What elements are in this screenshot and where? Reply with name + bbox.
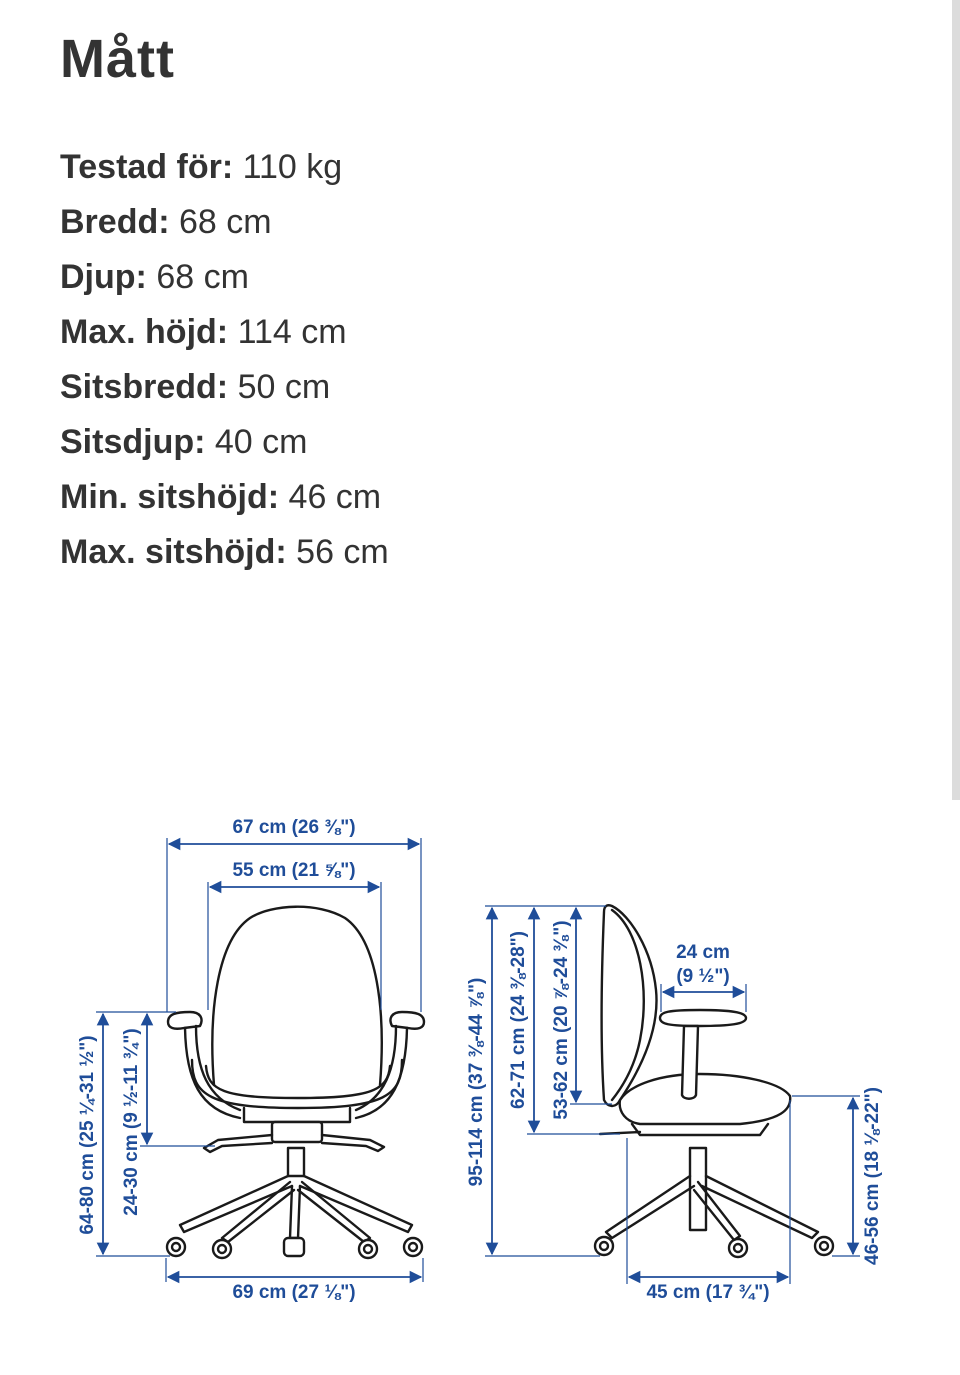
dim-base-width: 69 cm (27 ⅛") bbox=[232, 1282, 356, 1303]
spec-label: Testad för: bbox=[60, 148, 234, 186]
side-armrest bbox=[660, 1010, 746, 1026]
spec-label: Max. höjd: bbox=[60, 313, 229, 351]
dim-seat-to-top: 53-62 cm (20 ⅞-24 ⅜") bbox=[551, 920, 572, 1120]
dim-overall-width: 67 cm (26 ⅜") bbox=[232, 817, 356, 838]
front-chair-drawing bbox=[167, 907, 424, 1258]
dim-total-height: 95-114 cm (37 ⅜-44 ⅞") bbox=[466, 977, 487, 1187]
spec-value: 110 kg bbox=[242, 148, 343, 186]
spec-label: Min. sitshöjd: bbox=[60, 478, 280, 516]
spec-label: Max. sitshöjd: bbox=[60, 533, 287, 571]
spec-value: 50 cm bbox=[237, 368, 331, 406]
spec-label: Sitsbredd: bbox=[60, 368, 229, 406]
dim-armrest-height: 64-80 cm (25 ¼-31 ½") bbox=[77, 1035, 98, 1235]
spec-value: 40 cm bbox=[214, 423, 308, 461]
side-seat bbox=[620, 1074, 791, 1124]
front-dimensions bbox=[77, 817, 423, 1303]
spec-label: Bredd: bbox=[60, 203, 170, 241]
spec-label: Sitsdjup: bbox=[60, 423, 206, 461]
dim-seat-depth: 45 cm (17 ¾") bbox=[646, 1282, 770, 1303]
spec-value: 68 cm bbox=[156, 258, 249, 296]
spec-label: Djup: bbox=[60, 258, 147, 296]
page-title: Mått bbox=[60, 29, 175, 89]
spec-value: 46 cm bbox=[288, 478, 382, 516]
dim-back-width: 55 cm (21 ⅝") bbox=[232, 860, 356, 881]
side-backrest bbox=[602, 905, 657, 1106]
dim-armrest-depth-inch: (9 ½") bbox=[676, 966, 730, 987]
dim-armrest-above-seat: 24-30 cm (9 ½-11 ¾") bbox=[121, 1028, 142, 1216]
dim-seat-height: 46-56 cm (18 ⅛-22") bbox=[862, 1087, 883, 1265]
spec-value: 56 cm bbox=[296, 533, 389, 571]
front-backrest bbox=[212, 907, 381, 1085]
spec-value: 68 cm bbox=[179, 203, 272, 241]
dim-armrest-depth: 24 cm bbox=[676, 942, 730, 963]
spec-value: 114 cm bbox=[237, 313, 347, 351]
dim-backrest-height: 62-71 cm (24 ⅜-28") bbox=[508, 931, 529, 1109]
